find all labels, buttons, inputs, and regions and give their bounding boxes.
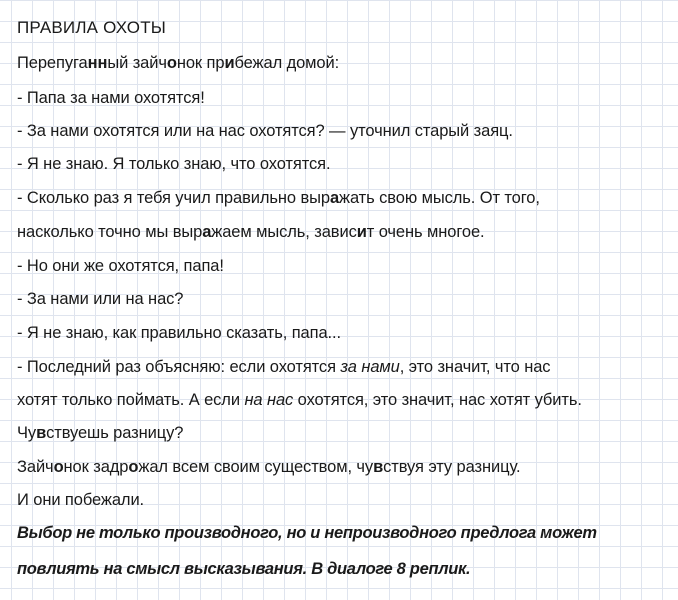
narration-line	[17, 456, 520, 478]
highlighted-letter: о	[166, 54, 177, 72]
text-fragment: жаем мысль, завис	[211, 223, 357, 241]
text-fragment: хотят только поймать. А если	[17, 391, 245, 409]
text-fragment: бежал домой:	[234, 54, 340, 72]
highlighted-letter: а	[202, 223, 212, 241]
italic-phrase: за нами	[340, 358, 400, 376]
text-fragment: охотятся, это значит, нас хотят убить.	[293, 391, 582, 409]
text-fragment: ствуя эту разницу.	[383, 458, 521, 476]
text-fragment: - Последний раз объясняю: если охотятся	[17, 358, 341, 376]
dialogue-line: - Папа за нами охотятся!	[17, 89, 205, 107]
text-fragment: т очень многое.	[366, 223, 485, 241]
highlighted-letter: а	[329, 189, 340, 207]
text-fragment: Чу	[17, 424, 37, 442]
highlighted-letters: нн	[87, 54, 108, 72]
highlighted-letter: о	[128, 458, 139, 476]
dialogue-line	[17, 221, 485, 243]
text-fragment: , это значит, что нас	[399, 358, 551, 376]
highlighted-letter: в	[373, 458, 384, 476]
dialogue-line	[17, 356, 550, 378]
explanation-note: повлиять на смысл высказывания. В диалоге 8 реплик.	[17, 560, 471, 578]
dialogue-line	[17, 389, 582, 411]
dialogue-line: - Я не знаю, как правильно сказать, папа...	[17, 324, 341, 342]
text-fragment: насколько точно мы выр	[17, 223, 203, 241]
intro-line	[17, 52, 339, 74]
text-fragment: ствуешь разницу?	[46, 424, 184, 442]
text-fragment: ый зайч	[107, 54, 167, 72]
italic-phrase: на нас	[244, 391, 294, 409]
narration-line: И они побежали.	[17, 491, 145, 509]
text-fragment: нок пр	[176, 54, 225, 72]
highlighted-letter: и	[224, 54, 235, 72]
highlighted-letter: в	[36, 424, 47, 442]
document-title: ПРАВИЛА ОХОТЫ	[17, 18, 167, 37]
text-fragment: Зайч	[17, 458, 54, 476]
dialogue-line: - Я не знаю. Я только знаю, что охотятся.	[17, 155, 331, 173]
dialogue-line	[17, 422, 183, 444]
dialogue-line: - Но они же охотятся, папа!	[17, 257, 224, 275]
explanation-note: Выбор не только производного, но и непроизводного предлога может	[17, 524, 597, 542]
dialogue-line: - За нами или на нас?	[17, 290, 184, 308]
text-fragment: жать свою мысль. От того,	[339, 189, 540, 207]
text-fragment: Перепуга	[17, 54, 88, 72]
dialogue-line: - За нами охотятся или на нас охотятся? — уточнил старый заяц.	[17, 122, 513, 140]
highlighted-letter: и	[356, 223, 367, 241]
dialogue-line	[17, 187, 540, 209]
text-fragment: нок задр	[63, 458, 129, 476]
text-fragment: - Сколько раз я тебя учил правильно выр	[17, 189, 330, 207]
highlighted-letter: о	[53, 458, 64, 476]
text-fragment: жал всем своим существом, чу	[138, 458, 374, 476]
